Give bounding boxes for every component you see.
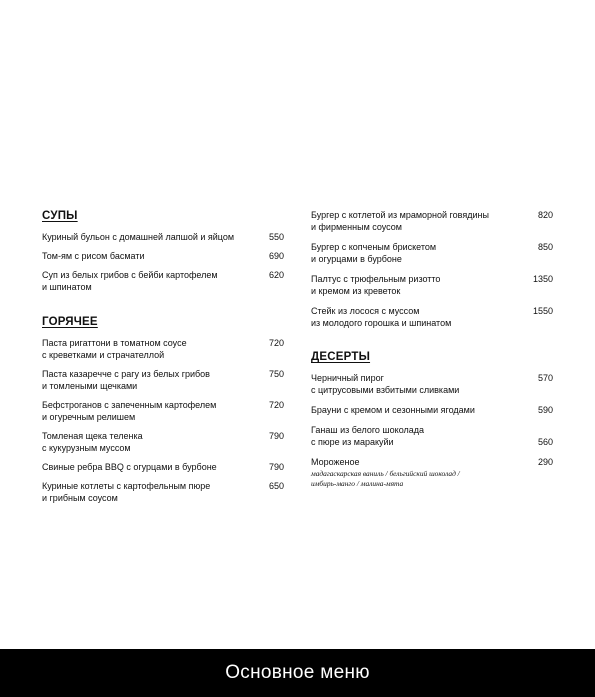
menu-item [311,209,553,233]
item-price: 850 [537,242,553,252]
item-price: 820 [537,210,553,220]
item-price: 570 [537,373,553,383]
item-name: Паста казаречче с рагу из белых грибов [42,369,210,379]
item-price: 550 [268,232,284,242]
item-name: Черничный пирог [311,373,384,383]
menu-item [42,430,284,454]
section-spacer [42,300,284,316]
item-price: 1550 [532,306,553,316]
footer-title: Основное меню [225,662,370,683]
menu-item [311,456,553,489]
item-name-line-2: с кукурузным муссом [42,443,131,453]
section-title-soups: СУПЫ [42,210,78,222]
menu-item [42,480,284,504]
item-name: Мороженое [311,457,360,467]
item-name-line-2: из молодого горошка и шпинатом [311,318,452,328]
item-price: 790 [268,462,284,472]
item-name: Ганаш из белого шоколада [311,425,425,435]
item-price: 590 [537,405,553,415]
item-price: 790 [268,431,284,441]
item-name: Бургер с котлетой из мраморной говядины [311,210,489,220]
menu-item [42,269,284,293]
item-name: Брауни с кремом и сезонными ягодами [311,405,475,415]
item-name-line-2: с креветками и страчателлой [42,350,165,360]
item-name: Стейк из лосося с муссом [311,306,420,316]
item-price: 650 [268,481,284,491]
item-note: мадагаскарская ваниль / бельгийский шоколад / [311,469,460,478]
menu-item [42,399,284,423]
item-name: Суп из белых грибов с бейби картофелем [42,270,218,280]
item-name-line-2: и шпинатом [42,282,92,292]
section-title-hot: ГОРЯЧЕЕ [42,316,98,328]
item-name-line-2: и огуречным релишем [42,412,136,422]
item-price: 720 [268,400,284,410]
item-name: Куриные котлеты с картофельным пюре [42,481,211,491]
item-name-line-2: и огурцами в бурбоне [311,254,402,264]
menu-item [311,273,553,297]
menu-item [42,337,284,361]
item-price: 560 [537,437,553,447]
item-name: Томленая щека теленка [42,431,143,441]
item-price: 1350 [532,274,553,284]
menu-item [42,250,284,262]
item-name: Палтус с трюфельным ризотто [311,274,441,284]
item-price: 720 [268,338,284,348]
menu-item [42,461,284,473]
menu-column-left [42,210,284,511]
section-spacer [311,337,553,351]
item-name: Куриный бульон с домашней лапшой и яйцом [42,232,235,242]
section-title-desserts: ДЕСЕРТЫ [311,351,371,363]
menu-item [311,424,553,448]
menu-item [311,241,553,265]
item-name-line-2: и фирменным соусом [311,222,402,232]
menu-column-right [311,209,553,497]
item-name: Том-ям с рисом басмати [42,251,145,261]
menu-item [42,231,284,243]
menu-item [42,368,284,392]
item-name: Бургер с копченым брискетом [311,242,437,252]
item-price: 290 [537,457,553,467]
footer-bar [0,649,595,697]
menu-item [311,305,553,329]
item-note-line-2: имбирь-манго / малина-мята [311,479,404,488]
item-name-line-2: и томлеными щечками [42,381,138,391]
item-price: 620 [268,270,284,280]
item-name-line-2: с цитрусовыми взбитыми сливками [311,385,460,395]
item-name-line-2: и кремом из креветок [311,286,401,296]
item-name: Свиные ребра BBQ с огурцами в бурбоне [42,462,217,472]
item-name: Бефстроганов с запеченным картофелем [42,400,217,410]
item-price: 690 [268,251,284,261]
menu-item [311,372,553,396]
item-price: 750 [268,369,284,379]
menu-item [311,404,553,416]
item-name-line-2: и грибным соусом [42,493,118,503]
item-name-line-2: с пюре из маракуйи [311,437,394,447]
item-name: Паста ригаттони в томатном соусе [42,338,187,348]
